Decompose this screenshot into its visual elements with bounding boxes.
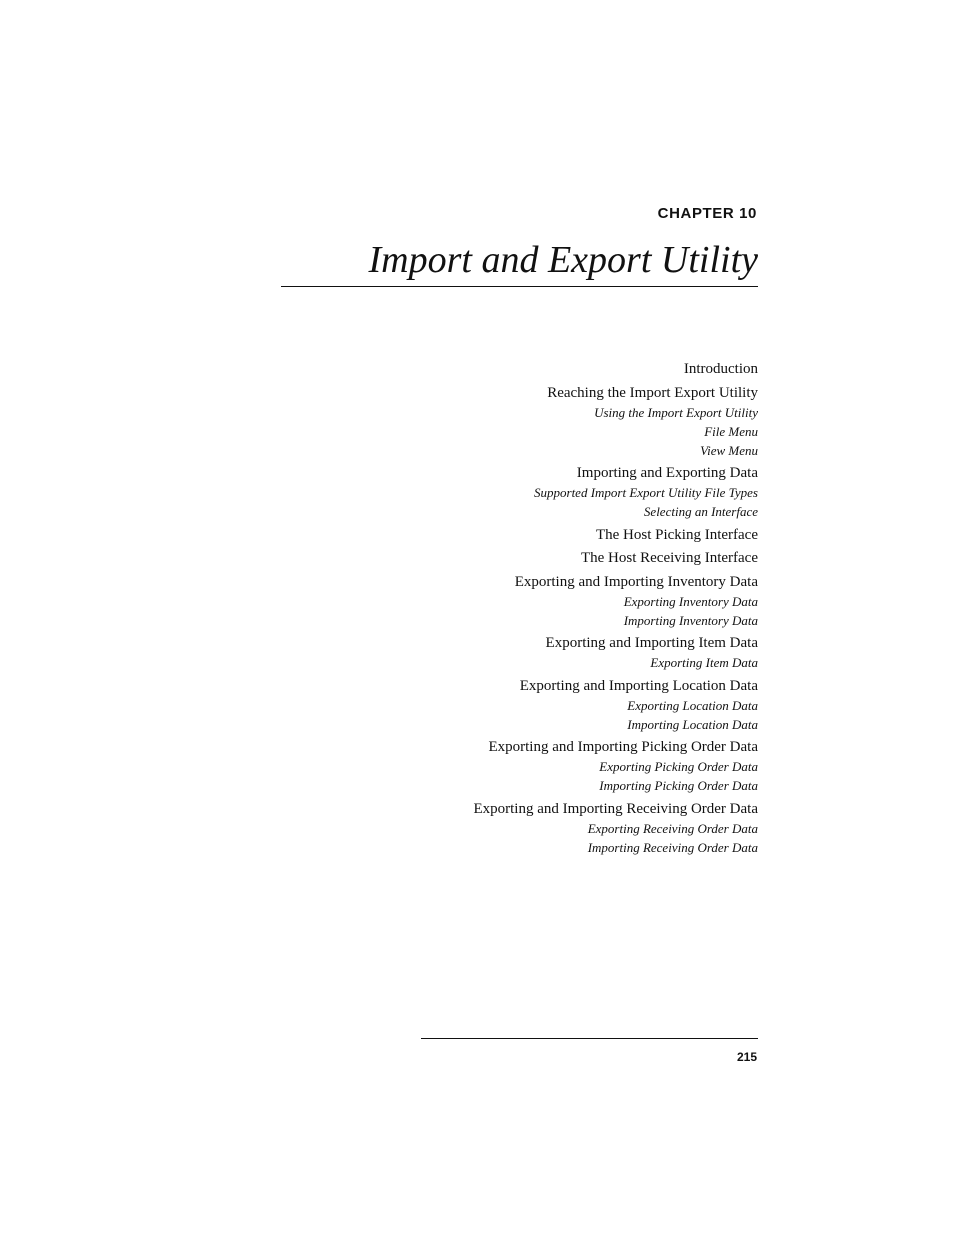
- toc-subsection-link[interactable]: Exporting Receiving Order Data: [587, 820, 758, 836]
- chapter-title: Import and Export Utility: [368, 239, 758, 281]
- toc-subsection-link[interactable]: Selecting an Interface: [643, 504, 758, 519]
- toc-subsection-link[interactable]: Importing Picking Order Data: [599, 778, 758, 793]
- toc-subsection-link[interactable]: File Menu: [704, 423, 758, 439]
- toc-section-link[interactable]: Exporting and Importing Location Data: [519, 677, 758, 694]
- toc-subsection-link[interactable]: Importing Inventory Data: [623, 612, 758, 628]
- toc-subsection-link[interactable]: View Menu: [700, 442, 758, 458]
- toc-section-link[interactable]: The Host Receiving Interface: [580, 550, 758, 566]
- toc-section-link[interactable]: Exporting and Importing Inventory Data: [514, 573, 758, 590]
- toc-section-link[interactable]: Introduction: [683, 361, 758, 377]
- toc-subsection-link[interactable]: Exporting Picking Order Data: [599, 759, 758, 774]
- toc-section-link[interactable]: Exporting and Importing Item Data: [545, 635, 758, 651]
- toc-subsection-link[interactable]: Importing Receiving Order Data: [587, 839, 758, 855]
- toc-section-link[interactable]: The Host Picking Interface: [595, 526, 758, 543]
- chapter-toc: [198, 360, 758, 857]
- toc-section-link[interactable]: Exporting and Importing Receiving Order Data: [473, 800, 758, 817]
- toc-subsection-link[interactable]: Using the Import Export Utility: [594, 404, 758, 420]
- footer-divider: [421, 1038, 758, 1039]
- toc-subsection-link[interactable]: Exporting Location Data: [627, 697, 758, 713]
- toc-subsection-link[interactable]: Importing Location Data: [627, 716, 758, 732]
- toc-section-link[interactable]: Importing and Exporting Data: [576, 465, 758, 481]
- toc-section-link[interactable]: Reaching the Import Export Utility: [547, 384, 758, 401]
- toc-subsection-link[interactable]: Exporting Inventory Data: [623, 593, 758, 609]
- toc-subsection-link[interactable]: Supported Import Export Utility File Types: [534, 485, 758, 500]
- page-number: 215: [736, 1050, 757, 1064]
- title-divider: [281, 286, 758, 287]
- chapter-label: CHAPTER 10: [657, 205, 757, 222]
- toc-section-link[interactable]: Exporting and Importing Picking Order Data: [488, 739, 758, 755]
- toc-subsection-link[interactable]: Exporting Item Data: [650, 655, 758, 670]
